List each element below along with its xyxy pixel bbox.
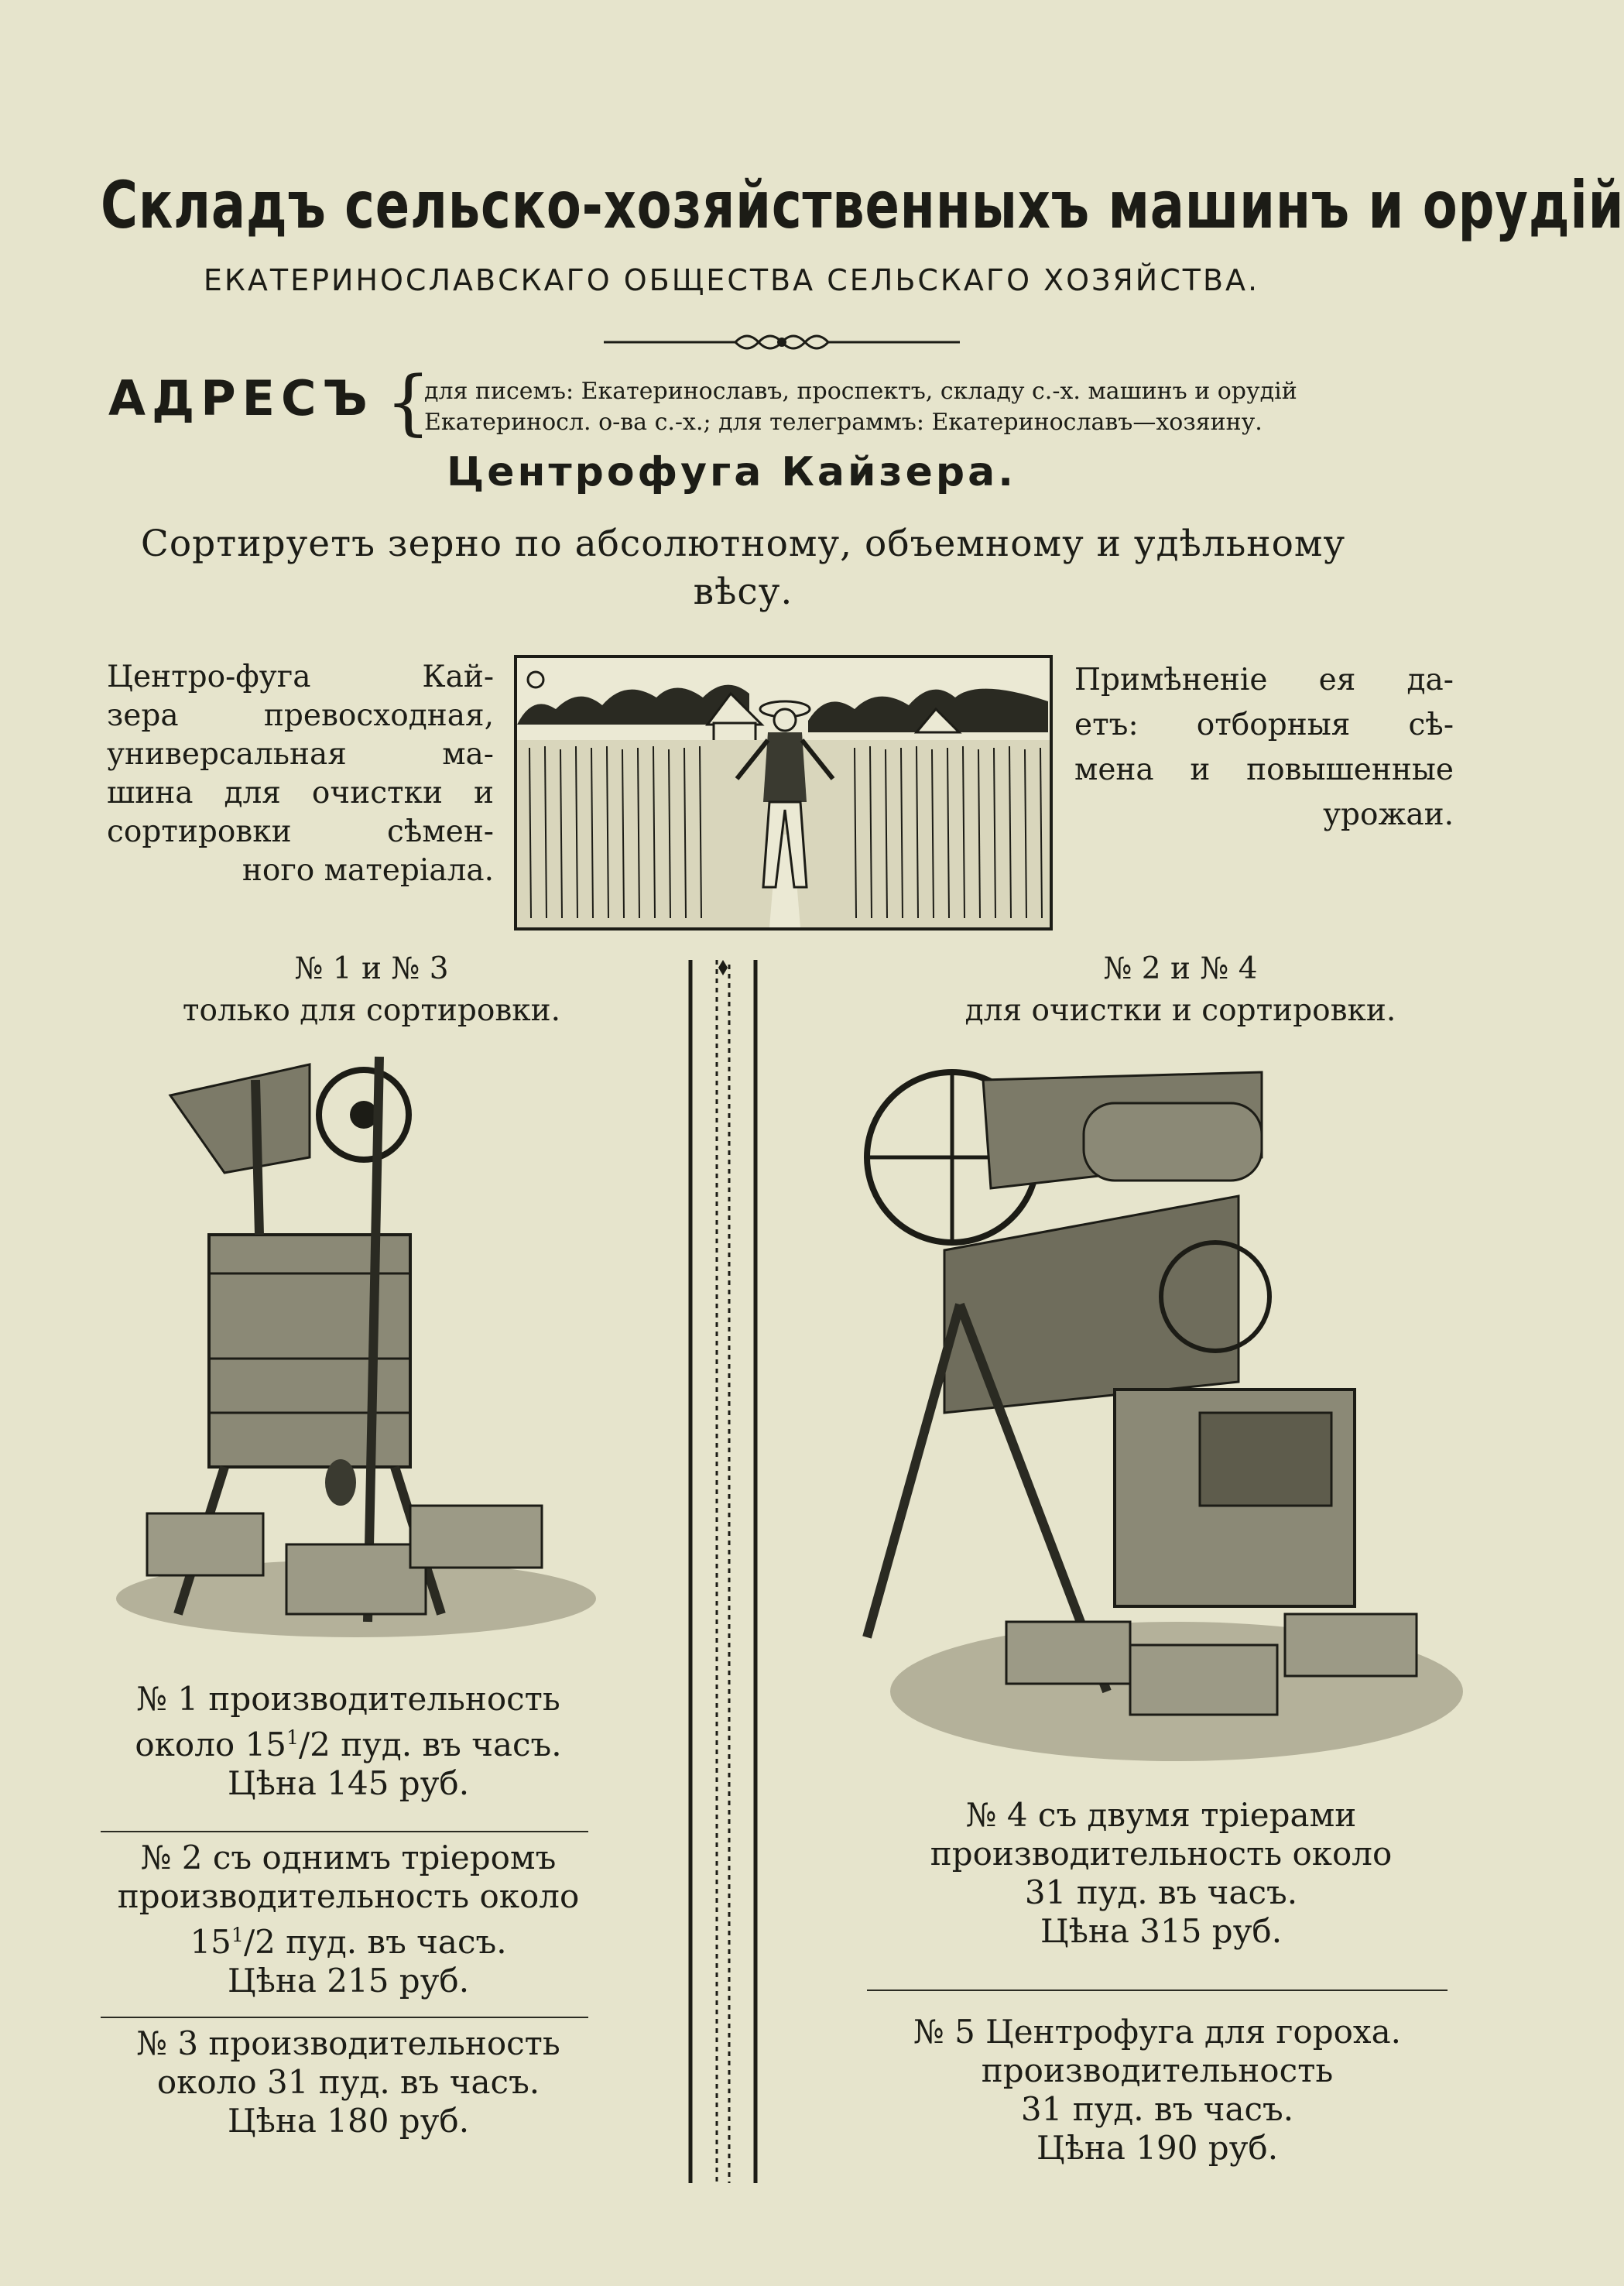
model-2-price: Цѣна 215 руб. bbox=[227, 1962, 470, 2000]
intro-left-line: шина для очистки и bbox=[107, 776, 494, 811]
centrifuge-sorter-illustration bbox=[101, 1049, 596, 1637]
model-3-price: Цѣна 180 руб. bbox=[227, 2102, 470, 2140]
product-title: Центрофуга Кайзера. bbox=[447, 449, 1016, 495]
model-4-description bbox=[890, 1796, 1432, 1951]
model-1-rate-sup: 1 bbox=[286, 1726, 299, 1749]
intro-right-line: урожаи. bbox=[1323, 797, 1454, 832]
left-head-models: № 1 и № 3 bbox=[294, 951, 449, 986]
model-1-price: Цѣна 145 руб. bbox=[227, 1764, 470, 1802]
intro-left-line: ного матеріала. bbox=[242, 853, 494, 888]
intro-left-line: универсальная ма- bbox=[107, 737, 494, 772]
intro-left-line: зера превосходная, bbox=[107, 698, 494, 733]
address-text bbox=[424, 376, 1461, 438]
intro-left bbox=[107, 658, 494, 890]
model-4-price: Цѣна 315 руб. bbox=[1040, 1912, 1283, 1950]
model-2-rate-pre: 15 bbox=[190, 1923, 231, 1961]
column-divider bbox=[686, 960, 760, 2183]
model-5-description bbox=[851, 2013, 1463, 2168]
intro-left-line: сортировки сѣмен- bbox=[107, 814, 494, 849]
model-3-description bbox=[93, 2024, 604, 2140]
intro-right-line: етъ: отборныя сѣ- bbox=[1074, 708, 1454, 742]
model-2-rate bbox=[93, 1916, 604, 1962]
intro-left-line: Центро-фуга Кай- bbox=[107, 660, 494, 694]
model-2-description bbox=[93, 1839, 604, 2000]
model-2-capacity: производительность около bbox=[117, 1877, 580, 1915]
model-5-price: Цѣна 190 руб. bbox=[1036, 2129, 1279, 2167]
separator-rule bbox=[101, 1831, 588, 1832]
separator-rule bbox=[101, 2017, 588, 2018]
model-2-rate-sup: 1 bbox=[231, 1924, 244, 1946]
model-1-description bbox=[93, 1680, 604, 1803]
society-subtitle: ЕКАТЕРИНОСЛАВСКАГО ОБЩЕСТВА СЕЛЬСКАГО ХОЗЯЙСТВА. bbox=[203, 263, 1260, 297]
brace: { bbox=[385, 361, 431, 444]
model-1-rate-post: /2 пуд. въ часъ. bbox=[299, 1726, 562, 1763]
product-tagline: Сортируетъ зерно по абсолютному, объемному и удѣльному вѣсу. bbox=[140, 523, 1346, 613]
address-line-2: Екатериносл. о-ва с.-х.; для телеграммъ: Екатеринославъ—хозяину. bbox=[424, 409, 1263, 436]
page-title: Складъ сельско-хозяйственныхъ машинъ и орудій bbox=[101, 167, 1624, 243]
ornament-divider bbox=[604, 325, 960, 359]
address-label: АДРЕСЪ bbox=[108, 370, 374, 427]
model-3-rate: около 31 пуд. въ часъ. bbox=[156, 2063, 540, 2101]
model-1-rate bbox=[93, 1719, 604, 1764]
field-illustration bbox=[514, 655, 1053, 931]
centrifuge-cleaner-illustration bbox=[851, 1049, 1463, 1769]
model-1-capacity: № 1 производительность bbox=[136, 1680, 560, 1718]
address-line-1: для писемъ: Екатеринославъ, проспектъ, складу с.-х. машинъ и орудій bbox=[424, 378, 1297, 405]
model-5-rate: 31 пуд. въ часъ. bbox=[1020, 2090, 1294, 2128]
right-head-purpose: для очистки и сортировки. bbox=[964, 993, 1396, 1028]
model-2-rate-post: /2 пуд. въ часъ. bbox=[243, 1923, 507, 1961]
intro-right-line: мена и повышенные bbox=[1074, 752, 1454, 787]
left-column-heading bbox=[139, 948, 604, 1032]
left-head-purpose: только для сортировки. bbox=[182, 993, 561, 1028]
model-3-capacity: № 3 производительность bbox=[136, 2024, 560, 2062]
right-column-heading bbox=[898, 948, 1463, 1032]
separator-rule bbox=[867, 1990, 1448, 1991]
model-4-title: № 4 съ двумя тріерами bbox=[965, 1796, 1357, 1834]
model-5-title: № 5 Центрофуга для гороха. bbox=[913, 2013, 1401, 2051]
right-head-models: № 2 и № 4 bbox=[1103, 951, 1258, 986]
model-5-capacity: производительность bbox=[981, 2051, 1334, 2089]
model-2-title: № 2 съ однимъ тріеромъ bbox=[140, 1839, 557, 1876]
model-4-rate: 31 пуд. въ часъ. bbox=[1024, 1873, 1298, 1911]
intro-right bbox=[1074, 658, 1454, 838]
model-4-capacity: производительность около bbox=[930, 1835, 1393, 1873]
intro-right-line: Примѣненіе ея да- bbox=[1074, 663, 1454, 697]
model-1-rate-pre: около 15 bbox=[135, 1726, 286, 1763]
